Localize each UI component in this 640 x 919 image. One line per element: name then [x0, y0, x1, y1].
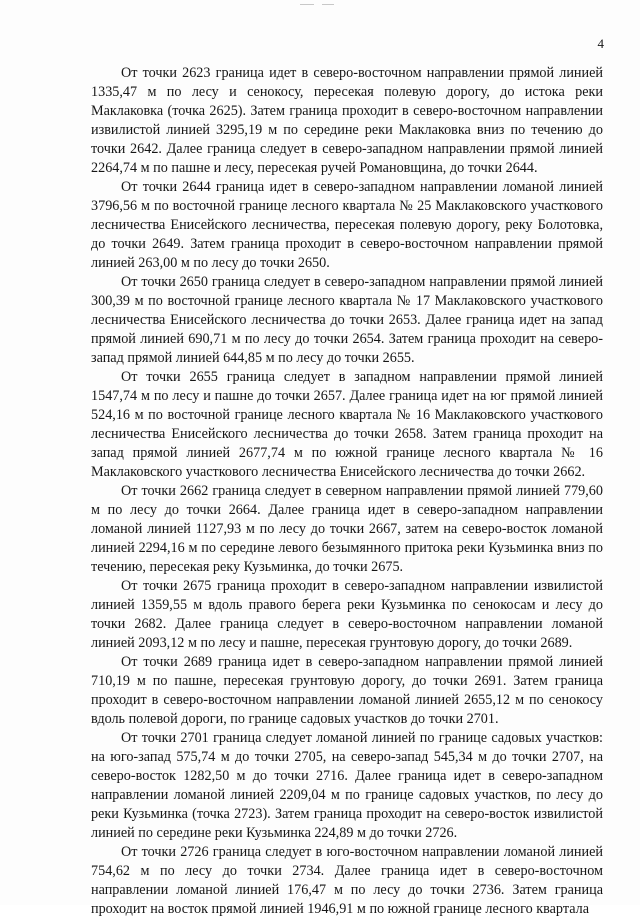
paragraph: От точки 2644 граница идет в северо-западном направлении ломаной линией 3796,56 м по восточной границе лесного квартала № 25 Маклаковского участкового лесничества Енисейского лесничества, пересекая полевую дорогу, реку Болотовка, до точки 2649. Затем граница проходит в северо-восточном направлении прямой линией 263,00 м по лесу до точки 2650. [91, 179, 603, 271]
paragraph: От точки 2650 граница следует в северо-западном направлении прямой линией 300,39 м по восточной границе лесного квартала № 17 Маклаковского участкового лесничества Енисейского лесничества до точки 2653. Далее граница идет на запад прямой линией 690,71 м по лесу до точки 2654. Затем граница проходит на северо-запад прямой линией 644,85 м по лесу до точки 2655. [91, 274, 603, 366]
paragraph: От точки 2623 граница идет в северо-восточном направлении прямой линией 1335,47 м по лесу и сенокосу, пересекая полевую дорогу, до истока реки Маклаковка (точка 2625). Затем граница проходит в северо-восточном направлении извилистой линией 3295,19 м по середине реки Маклаковка вниз по течению до точки 2642. Далее граница следует в северо-западном направлении прямой линией 2264,74 м по пашне и лесу, пересекая ручей Романовщина, до точки 2644. [91, 65, 603, 176]
paragraph: От точки 2701 граница следует ломаной линией по границе садовых участков: на юго-запад 575,74 м до точки 2705, на северо-запад 545,34 м до точки 2707, на северо-восток 1282,50 м до точки 2716. Далее граница идет в северо-западном направлении ломаной линией 2209,04 м по границе садовых участков, по лесу до реки Кузьминка (точка 2723). Затем граница проходит на северо-восток извилистой линией по середине реки Кузьминка 224,89 м до точки 2726. [91, 730, 603, 841]
paragraph: От точки 2689 граница идет в северо-западном направлении прямой линией 710,19 м по пашне, пересекая грунтовую дорогу, до точки 2691. Затем граница проходит в северо-восточном направлении ломаной линией 2655,12 м по сенокосу вдоль полевой дороги, по границе садовых участков до точки 2701. [91, 654, 603, 727]
paragraph: От точки 2655 граница следует в западном направлении прямой линией 1547,74 м по лесу и пашне до точки 2657. Далее граница идет на юг прямой линией 524,16 м по восточной границе лесного квартала № 16 Маклаковского участкового лесничества Енисейского лесничества до точки 2658. Затем граница проходит на запад прямой линией 2677,74 м по южной границе лесного квартала № 16 Маклаковского участкового лесничества Енисейского лесничества до точки 2662. [91, 369, 603, 480]
scan-mark [300, 4, 314, 5]
scan-mark [322, 4, 334, 5]
paragraph: От точки 2675 граница проходит в северо-западном направлении извилистой линией 1359,55 м вдоль правого берега реки Кузьминка по сенокосам и лесу до точки 2682. Далее граница следует в северо-восточном направлении ломаной линией 2093,12 м по лесу и пашне, пересекая грунтовую дорогу, до точки 2689. [91, 578, 603, 651]
paragraph: От точки 2662 граница следует в северном направлении прямой линией 779,60 м по лесу до точки 2664. Далее граница идет в северо-западном направлении ломаной линией 1127,93 м по лесу до точки 2667, затем на северо-восток ломаной линией 2294,16 м по середине левого безымянного притока реки Кузьминка вниз по течению, пересекая реку Кузьминка, до точки 2675. [91, 483, 603, 575]
document-body [91, 64, 603, 919]
paragraph: От точки 2726 граница следует в юго-восточном направлении ломаной линией 754,62 м по лесу до точки 2734. Далее граница идет в северо-восточном направлении ломаной линией 176,47 м по лесу до точки 2736. Затем граница проходит на восток прямой линией 1946,91 м по южной границе лесного квартала [91, 844, 603, 917]
page-number: 4 [597, 36, 604, 51]
